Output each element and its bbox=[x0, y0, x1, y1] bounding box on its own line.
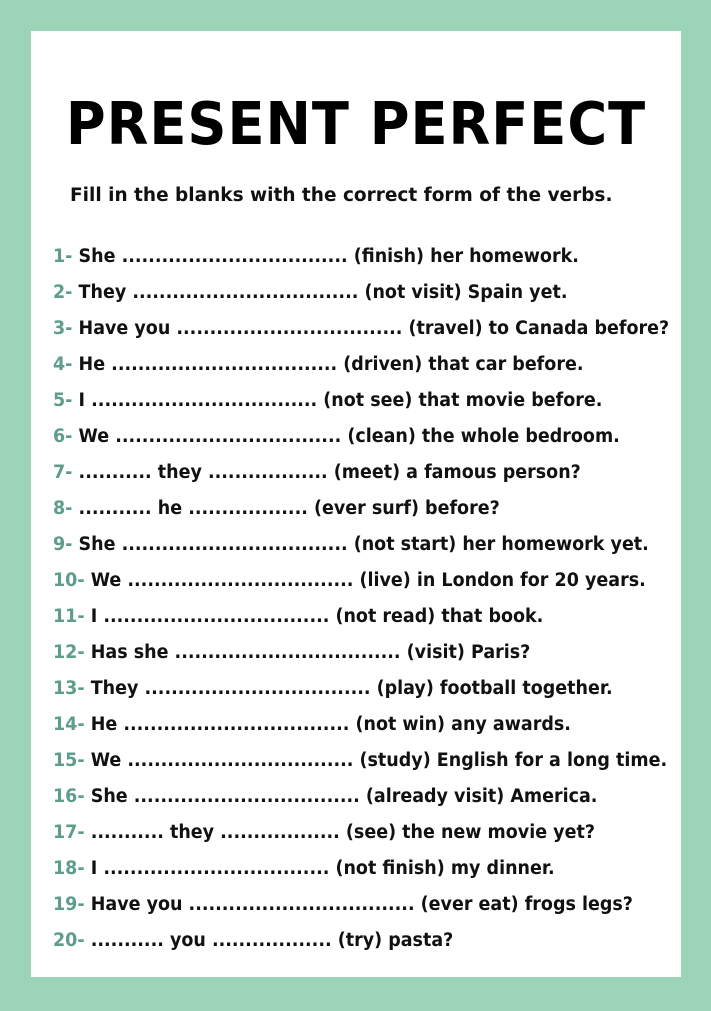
exercise-item bbox=[53, 782, 669, 818]
exercise-item bbox=[53, 566, 669, 602]
item-sentence: ........... you .................. (try) pasta? bbox=[90, 930, 454, 951]
item-sentence: We .................................. (clean) the whole bedroom. bbox=[78, 426, 620, 447]
item-sentence: ........... they .................. (meet) a famous person? bbox=[78, 462, 581, 483]
item-sentence: She .................................. (not start) her homework yet. bbox=[78, 534, 649, 555]
item-number: 12- bbox=[53, 642, 85, 663]
item-number: 15- bbox=[53, 750, 85, 771]
exercise-item bbox=[53, 314, 669, 350]
exercise-item bbox=[53, 278, 669, 314]
item-number: 13- bbox=[53, 678, 85, 699]
exercise-list bbox=[53, 242, 704, 962]
item-number: 3- bbox=[53, 318, 73, 339]
item-sentence: Have you .................................. (ever eat) frogs legs? bbox=[90, 894, 633, 915]
exercise-item bbox=[53, 674, 669, 710]
exercise-item bbox=[53, 458, 669, 494]
item-sentence: ........... they .................. (see) the new movie yet? bbox=[90, 822, 595, 843]
item-sentence: ........... he .................. (ever surf) before? bbox=[78, 498, 500, 519]
item-number: 19- bbox=[53, 894, 85, 915]
worksheet-title: PRESENT PERFECT bbox=[65, 90, 647, 159]
item-sentence: They .................................. (play) football together. bbox=[90, 678, 613, 699]
item-number: 7- bbox=[53, 462, 73, 483]
item-sentence: Have you .................................. (travel) to Canada before? bbox=[78, 318, 670, 339]
item-sentence: She .................................. (finish) her homework. bbox=[78, 246, 579, 267]
item-number: 18- bbox=[53, 858, 85, 879]
item-number: 2- bbox=[53, 282, 73, 303]
exercise-item bbox=[53, 242, 669, 278]
exercise-item bbox=[53, 710, 669, 746]
item-number: 4- bbox=[53, 354, 73, 375]
exercise-item bbox=[53, 926, 669, 962]
item-number: 9- bbox=[53, 534, 73, 555]
item-sentence: He .................................. (driven) that car before. bbox=[78, 354, 584, 375]
exercise-item bbox=[53, 494, 669, 530]
exercise-item bbox=[53, 530, 669, 566]
item-number: 17- bbox=[53, 822, 85, 843]
exercise-item bbox=[53, 422, 669, 458]
exercise-item bbox=[53, 854, 669, 890]
item-sentence: She .................................. (already visit) America. bbox=[90, 786, 598, 807]
item-sentence: We .................................. (live) in London for 20 years. bbox=[90, 570, 646, 591]
item-sentence: Has she .................................. (visit) Paris? bbox=[90, 642, 531, 663]
item-sentence: I .................................. (not see) that movie before. bbox=[78, 390, 603, 411]
item-sentence: I .................................. (not finish) my dinner. bbox=[90, 858, 555, 879]
item-sentence: He .................................. (not win) any awards. bbox=[90, 714, 571, 735]
exercise-item bbox=[53, 818, 669, 854]
exercise-item bbox=[53, 746, 669, 782]
item-number: 1- bbox=[53, 246, 73, 267]
exercise-item bbox=[53, 386, 669, 422]
item-number: 5- bbox=[53, 390, 73, 411]
exercise-item bbox=[53, 638, 669, 674]
item-number: 16- bbox=[53, 786, 85, 807]
exercise-item bbox=[53, 602, 669, 638]
exercise-item bbox=[53, 890, 669, 926]
item-number: 10- bbox=[53, 570, 85, 591]
item-sentence: I .................................. (not read) that book. bbox=[90, 606, 544, 627]
instructions-text: Fill in the blanks with the correct form of the verbs. bbox=[70, 185, 613, 206]
exercise-item bbox=[53, 350, 669, 386]
item-sentence: They .................................. (not visit) Spain yet. bbox=[78, 282, 568, 303]
item-number: 6- bbox=[53, 426, 73, 447]
item-number: 20- bbox=[53, 930, 85, 951]
item-number: 11- bbox=[53, 606, 85, 627]
worksheet-page bbox=[31, 31, 681, 977]
item-number: 14- bbox=[53, 714, 85, 735]
item-sentence: We .................................. (study) English for a long time. bbox=[90, 750, 668, 771]
item-number: 8- bbox=[53, 498, 73, 519]
